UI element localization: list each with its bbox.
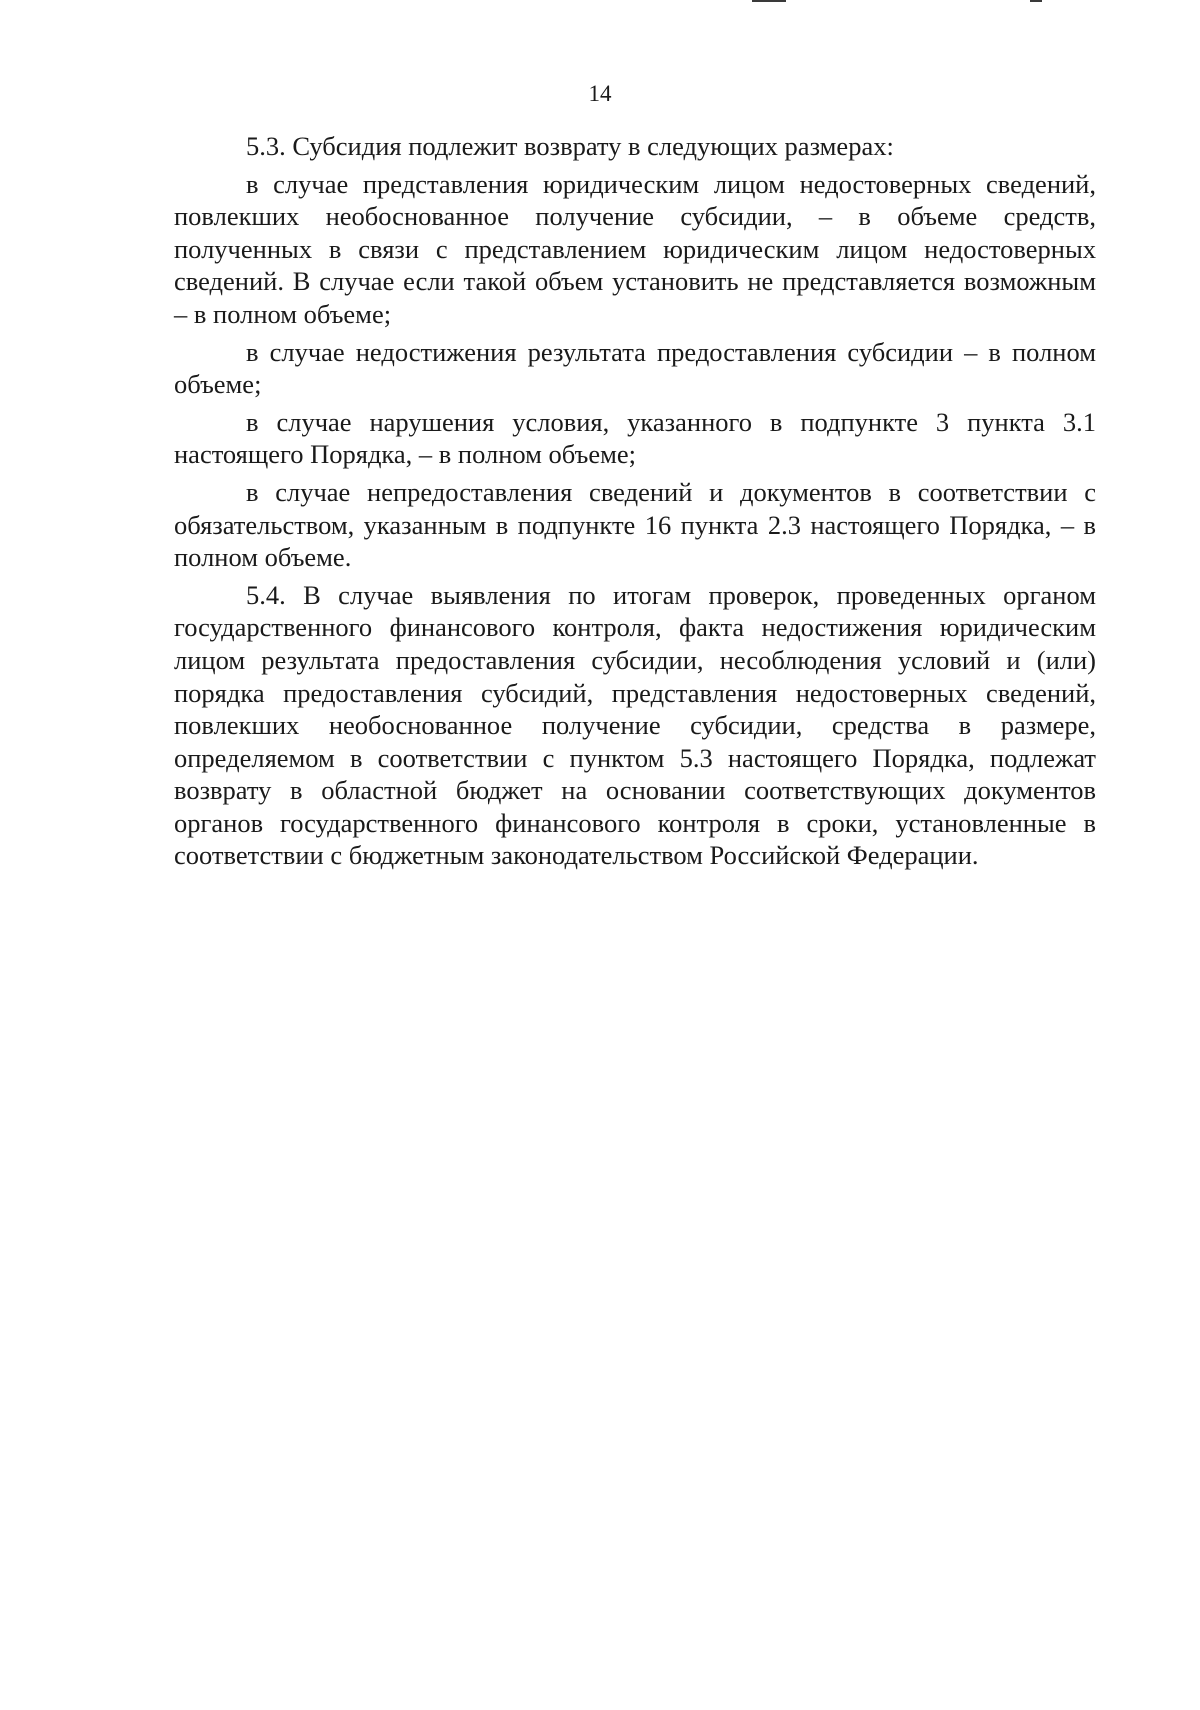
scan-artifact-mark	[1030, 0, 1042, 2]
paragraph-documents-not-provided: в случае непредоставления сведений и документов в соответствии с обязательством, указанным в подпункте 16 пункта 2.3 настоящего Порядка, – в полном объеме.	[174, 476, 1096, 573]
paragraph-result-not-achieved: в случае недостижения результата предоставления субсидии – в полном объеме;	[174, 336, 1096, 400]
page-number: 14	[588, 81, 612, 106]
paragraph-5-3-heading: 5.3. Субсидия подлежит возврату в следующих размерах:	[246, 131, 894, 161]
scan-artifact-mark	[752, 0, 786, 2]
paragraph-5-4: 5.4. В случае выявления по итогам проверок, проведенных органом государственного финансового контроля, факта недостижения юридическим лицом результата предоставления субсидии, несоблюдения условий и (или) порядка предоставления субсидий, представления недостоверных сведений, повлекших необоснованное получение субсидии, средства в размере, определяемом в соответствии с пунктом 5.3 настоящего Порядка, подлежат возврату в областной бюджет на основании соответствующих документов органов государственного финансового контроля в сроки, установленные в соответствии с бюджетным законодательством Российской Федерации.	[174, 579, 1096, 871]
paragraph-condition-violation: в случае нарушения условия, указанного в подпункте 3 пункта 3.1 настоящего Порядка, – в полном объеме;	[174, 406, 1096, 470]
paragraph-false-information: в случае представления юридическим лицом недостоверных сведений, повлекших необоснованное получение субсидии, – в объеме средств, полученных в связи с представлением юридическим лицом недостоверных сведений. В случае если такой объем установить не представляется возможным – в полном объеме;	[174, 168, 1096, 329]
document-body	[174, 130, 1096, 872]
